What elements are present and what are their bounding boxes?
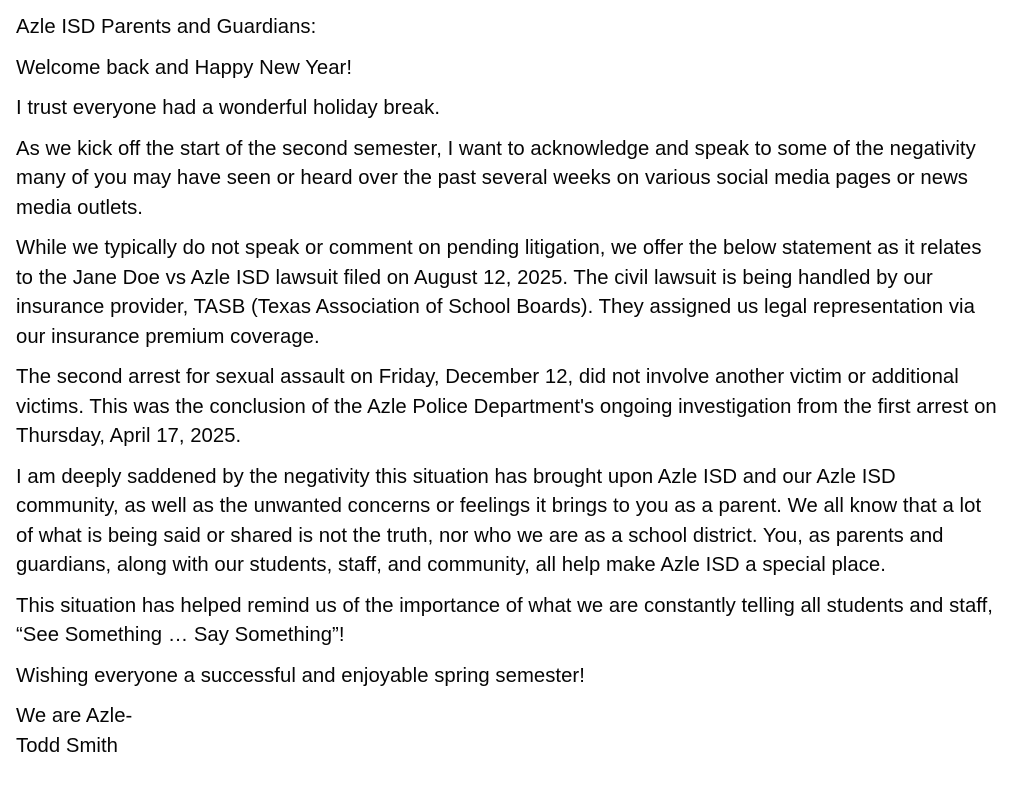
holiday-text: I trust everyone had a wonderful holiday break. — [16, 97, 440, 119]
arrest-paragraph: The second arrest for sexual assault on Friday, December 12, did not involve another victim or additional victims. This was the conclusion of the Azle Police Department's ongoing investigation from the first arrest on Thursday, April 17, 2025. — [16, 366, 997, 447]
wishes-text: Wishing everyone a successful and enjoyable spring semester! — [16, 664, 585, 687]
greeting-text: Azle ISD Parents and Guardians: — [16, 16, 317, 38]
litigation-paragraph: While we typically do not speak or comment on pending litigation, we offer the below statement as it relates to the Jane Doe vs Azle ISD lawsuit filed on August 12, 2025. The civil lawsuit is being handled by our insurance provider, TASB (Texas Association of School Boards). They assigned us legal representation via our insurance premium coverage. — [16, 237, 982, 348]
saddened-paragraph: I am deeply saddened by the negativity this situation has brought upon Azle ISD and our Azle ISD community, as well as the unwanted concerns or feelings it brings to you as a parent. We all know that a lot of what is being said or shared is not the truth, nor who we are as a school district. You, as parents and guardians, along with our students, staff, and community, all help make Azle ISD a special place. — [16, 465, 982, 576]
closing-block — [16, 702, 998, 761]
reminder-paragraph: This situation has helped remind us of the importance of what we are constantly telling all students and staff, “See Something … Say Something”! — [16, 594, 993, 646]
intro-paragraph: As we kick off the start of the second semester, I want to acknowledge and speak to some of the negativity many of you may have seen or heard over the past several weeks on various social media pages or news media outlets. — [16, 137, 976, 219]
signoff-text: We are Azle- — [16, 705, 133, 727]
welcome-text: Welcome back and Happy New Year! — [16, 56, 353, 79]
signature-name: Todd Smith — [16, 734, 118, 757]
